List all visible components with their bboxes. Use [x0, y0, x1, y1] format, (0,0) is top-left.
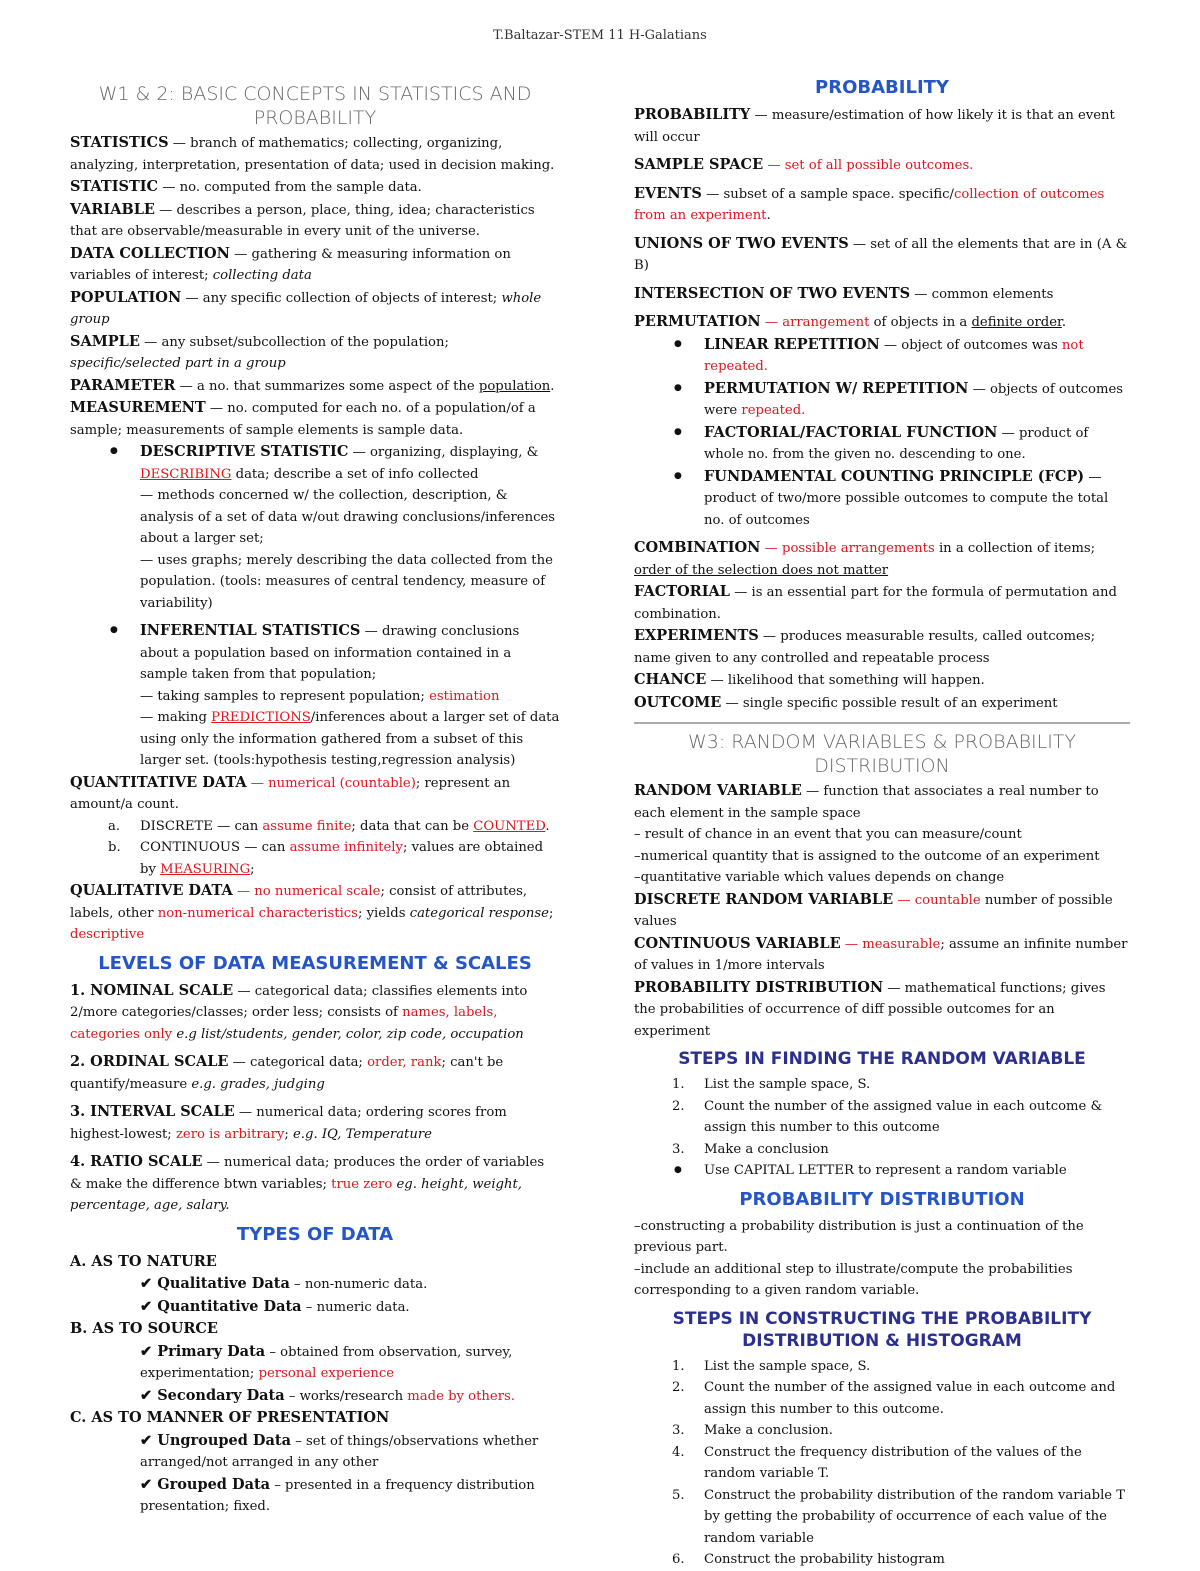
section-title-levels: LEVELS OF DATA MEASUREMENT & SCALES — [98, 952, 532, 974]
step-pd-list — [634, 1356, 1130, 1571]
step-pd-item — [634, 1420, 1130, 1442]
def-discrete: a. DISCRETE — can assume finite; data that can be COUNTED. — [108, 818, 550, 834]
step-rv-number: 1. — [672, 1077, 685, 1092]
step-pd-item — [634, 1549, 1130, 1571]
step-pd-text: Construct the frequency distribution of the values of the random variable T. — [704, 1444, 1082, 1481]
section-title-w1-2: W1 & 2: BASIC CONCEPTS IN STATISTICS AND PROBABILITY — [98, 83, 532, 129]
def-intersection: INTERSECTION OF TWO EVENTS — common elements — [634, 284, 1054, 302]
def-permutation: PERMUTATION — arrangement of objects in a definite order. — [634, 313, 1067, 330]
def-combination: COMBINATION — possible arrangements in a collection of items; order of the selection does not matter — [634, 539, 1096, 578]
def-factorial: FACTORIAL — is an essential part for the formula of permutation and combination. — [634, 583, 1117, 622]
def-outcome: OUTCOME — single specific possible result of an experiment — [634, 693, 1058, 711]
step-rv-text: Make a conclusion — [704, 1141, 829, 1157]
def-linear-repetition: ● LINEAR REPETITION — object of outcomes was not repeated. — [634, 334, 1130, 378]
pd-line-2: –include an additional step to illustrate/compute the probabilities corresponding to a given random variable. — [634, 1261, 1073, 1298]
step-pd-number: 3. — [672, 1423, 685, 1438]
heading-as-to-nature: A. AS TO NATURE — [70, 1252, 217, 1270]
def-sample: SAMPLE — any subset/subcollection of the population; specific/selected part in a group — [70, 332, 449, 371]
def-fcp: ● FUNDAMENTAL COUNTING PRINCIPLE (FCP) — product of two/more possible outcomes to compute the total no. of outcomes — [634, 466, 1130, 532]
def-permutation-with-repetition: ● PERMUTATION W/ REPETITION — objects of outcomes were repeated. — [634, 378, 1130, 422]
def-nominal-scale: 1. NOMINAL SCALE — categorical data; classifies elements into 2/more categories/classes; order less; consists of names, labels, categories only e.g list/students, gender, color, zip code, occupation — [70, 981, 528, 1042]
def-random-variable: RANDOM VARIABLE — function that associates a real number to each element in the sample space – result of chance in an event that you can measure/count –numerical quantity that is assigned to the outcome of an experiment –quantitative variable which values depends on change — [634, 782, 1100, 885]
left-column — [70, 80, 560, 1518]
step-rv-item — [634, 1096, 1130, 1139]
right-column — [634, 70, 1130, 1571]
item-grouped-data: ✔ Grouped Data – presented in a frequency distribution presentation; fixed. — [140, 1475, 535, 1514]
def-quantitative-data: QUANTITATIVE DATA — numerical (countable); represent an amount/a count. — [70, 773, 511, 812]
def-experiments: EXPERIMENTS — produces measurable results, called outcomes; name given to any controlled and repeatable process — [634, 627, 1096, 666]
def-unions: UNIONS OF TWO EVENTS — set of all the elements that are in (A & B) — [634, 234, 1128, 273]
def-events: EVENTS — subset of a sample space. specific/collection of outcomes from an experiment. — [634, 184, 1105, 223]
section-title-w3: W3: RANDOM VARIABLES & PROBABILITY DISTRIBUTION — [687, 731, 1077, 777]
item-secondary-data: ✔ Secondary Data – works/research made by others. — [140, 1386, 515, 1404]
step-pd-text: Make a conclusion. — [704, 1423, 833, 1438]
section-title-steps-random-variable: STEPS IN FINDING THE RANDOM VARIABLE — [678, 1049, 1086, 1069]
step-pd-text: List the sample space, S. — [704, 1358, 871, 1374]
step-rv-list — [634, 1074, 1130, 1160]
def-statistic: STATISTIC — no. computed from the sample data. — [70, 178, 422, 195]
step-rv-text: Count the number of the assigned value in each outcome & assign this number to this outcome — [704, 1098, 1103, 1135]
def-data-collection: DATA COLLECTION — gathering & measuring information on variables of interest; collecting data — [70, 244, 511, 283]
step-rv-item — [634, 1139, 1130, 1161]
step-pd-number: 5. — [672, 1487, 685, 1503]
step-pd-text: Construct the probability histogram — [704, 1552, 945, 1567]
step-pd-item — [634, 1356, 1130, 1378]
def-ordinal-scale: 2. ORDINAL SCALE — categorical data; order, rank; can't be quantify/measure e.g. grades, judging — [70, 1053, 504, 1092]
def-statistics: STATISTICS — branch of mathematics; collecting, organizing, analyzing, interpretation, presentation of data; used in decision making. — [70, 134, 555, 173]
def-factorial-function: ● FACTORIAL/FACTORIAL FUNCTION — product of whole no. from the given no. descending to one. — [634, 422, 1130, 466]
section-title-probability-distribution: PROBABILITY DISTRIBUTION — [739, 1188, 1025, 1210]
def-variable: VARIABLE — describes a person, place, thing, idea; characteristics that are observable/measurable in every unit of the universe. — [70, 200, 535, 239]
step-rv-number: 3. — [672, 1141, 685, 1157]
section-title-probability: PROBABILITY — [815, 77, 949, 98]
step-pd-item — [634, 1485, 1130, 1550]
step-pd-number: 2. — [672, 1380, 685, 1395]
def-ratio-scale: 4. RATIO SCALE — numerical data; produces the order of variables & make the difference btwn variables; true zero eg. height, weight, percentage, age, salary. — [70, 1153, 545, 1213]
def-qualitative-data: QUALITATIVE DATA — no numerical scale; consist of attributes, labels, other non-numerical characteristics; yields categorical response; descriptive — [70, 882, 554, 942]
section-title-steps-constructing: STEPS IN CONSTRUCTING THE PROBABILITY DISTRIBUTION & HISTOGRAM — [672, 1308, 1092, 1351]
step-pd-item — [634, 1377, 1130, 1420]
item-primary-data: ✔ Primary Data – obtained from observation, survey, experimentation; personal experience — [140, 1342, 513, 1381]
def-descriptive-statistic: ● DESCRIPTIVE STATISTIC — organizing, displaying, & DESCRIBING data; describe a set of info collected — methods concerned w/ the collection, description, & analysis of a set of data w/out drawing conclusions/inferences about a larger set; — uses graphs; merely describing the data collected from the population. (tools: measures of central tendency, measure of variability) — [70, 441, 560, 614]
pd-line-1: –constructing a probability distribution is just a continuation of the previous part. — [634, 1218, 1084, 1255]
step-pd-number: 1. — [672, 1358, 685, 1374]
step-rv-bullet: ● Use CAPITAL LETTER to represent a random variable — [634, 1160, 1130, 1182]
def-population: POPULATION — any specific collection of objects of interest; whole group — [70, 288, 542, 327]
step-rv-number: 2. — [672, 1098, 685, 1114]
step-pd-text: Construct the probability distribution of the random variable T by getting the probability of occurrence of each value of the random variable — [704, 1487, 1126, 1546]
def-continuous-variable: CONTINUOUS VARIABLE — measurable; assume an infinite number of values in 1/more intervals — [634, 934, 1128, 973]
def-continuous: b. CONTINUOUS — can assume infinitely; values are obtained by MEASURING; — [108, 840, 544, 877]
def-measurement: MEASUREMENT — no. computed for each no. of a population/of a sample; measurements of sample elements is sample data. — [70, 399, 536, 438]
page-header: T.Baltazar-STEM 11 H-Galatians — [493, 28, 707, 43]
item-ungrouped-data: ✔ Ungrouped Data – set of things/observations whether arranged/not arranged in any other — [140, 1431, 539, 1470]
def-sample-space: SAMPLE SPACE — set of all possible outcomes. — [634, 156, 974, 173]
item-quantitative-data: ✔ Quantitative Data – numeric data. — [140, 1297, 410, 1315]
def-parameter: PARAMETER — a no. that summarizes some aspect of the population. — [70, 376, 555, 394]
heading-as-to-source: B. AS TO SOURCE — [70, 1320, 218, 1337]
section-divider — [634, 722, 1130, 724]
def-probability: PROBABILITY — measure/estimation of how likely it is that an event will occur — [634, 106, 1115, 145]
step-pd-text: Count the number of the assigned value in each outcome and assign this number to this outcome. — [704, 1380, 1116, 1417]
step-pd-number: 4. — [672, 1444, 685, 1460]
step-pd-item — [634, 1442, 1130, 1485]
section-title-types: TYPES OF DATA — [236, 1223, 394, 1245]
step-rv-item — [634, 1074, 1130, 1096]
def-interval-scale: 3. INTERVAL SCALE — numerical data; ordering scores from highest-lowest; zero is arbitrary; e.g. IQ, Temperature — [70, 1103, 507, 1142]
def-discrete-random-variable: DISCRETE RANDOM VARIABLE — countable number of possible values — [634, 890, 1113, 929]
item-qualitative-data: ✔ Qualitative Data – non-numeric data. — [140, 1275, 428, 1292]
step-rv-text: List the sample space, S. — [704, 1077, 871, 1092]
step-pd-number: 6. — [672, 1552, 685, 1567]
heading-as-to-manner: C. AS TO MANNER OF PRESENTATION — [70, 1409, 390, 1426]
def-probability-distribution: PROBABILITY DISTRIBUTION — mathematical functions; gives the probabilities of occurrence of diff possible outcomes for an experiment — [634, 978, 1106, 1039]
def-chance: CHANCE — likelihood that something will happen. — [634, 671, 985, 688]
def-inferential-statistics: ● INFERENTIAL STATISTICS — drawing conclusions about a population based on information contained in a sample taken from that population; — taking samples to represent population; estimation — making PREDICTIONS/inferences about a larger set of data using only the information gathered from a subset of this larger set. (tools:hypothesis testing,regression analysis) — [70, 620, 560, 772]
